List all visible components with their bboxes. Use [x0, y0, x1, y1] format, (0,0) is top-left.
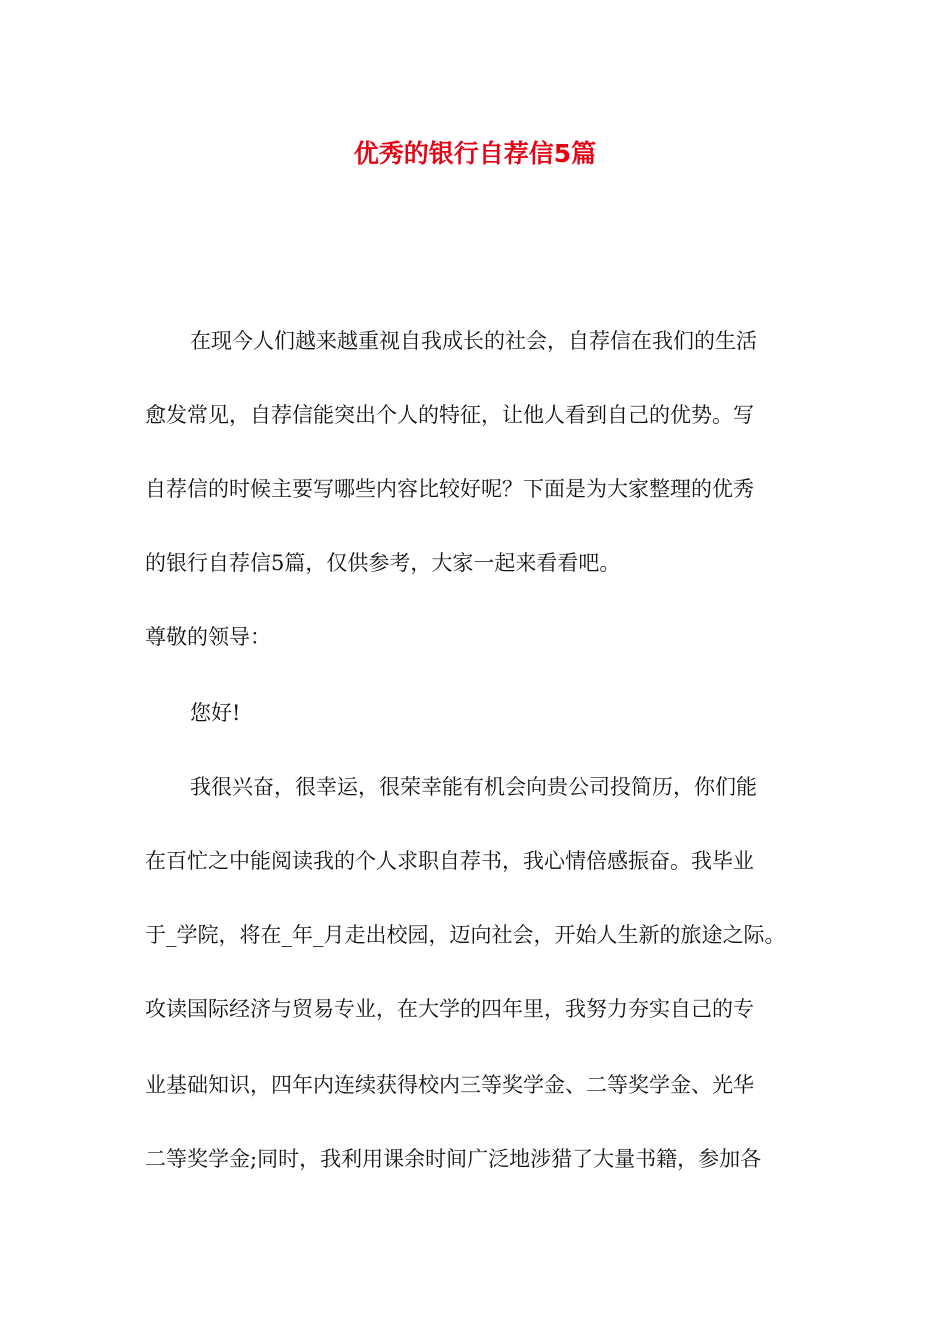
paragraph-line: 在百忙之中能阅读我的个人求职自荐书，我心情倍感振奋。我毕业 [145, 849, 754, 873]
paragraph-line: 攻读国际经济与贸易专业，在大学的四年里，我努力夯实自己的专 [145, 997, 754, 1021]
paragraph-line: 的银行自荐信5篇，仅供参考，大家一起来看看吧。 [145, 551, 621, 575]
paragraph-line: 自荐信的时候主要写哪些内容比较好呢？下面是为大家整理的优秀 [145, 477, 754, 501]
greeting-line: 您好! [190, 701, 241, 725]
paragraph-line: 二等奖学金;同时，我利用课余时间广泛地涉猎了大量书籍，参加各 [145, 1147, 762, 1171]
salutation-line: 尊敬的领导： [145, 625, 271, 649]
paragraph-line: 在现今人们越来越重视自我成长的社会，自荐信在我们的生活 [190, 329, 757, 353]
paragraph-line: 业基础知识，四年内连续获得校内三等奖学金、二等奖学金、光华 [145, 1073, 754, 1097]
document-title: 优秀的银行自荐信5篇 [353, 139, 597, 168]
paragraph-line: 于_学院，将在_年_月走出校园，迈向社会，开始人生新的旅途之际。 [145, 923, 786, 947]
paragraph-line: 我很兴奋，很幸运，很荣幸能有机会向贵公司投简历，你们能 [190, 775, 757, 799]
paragraph-line: 愈发常见，自荐信能突出个人的特征，让他人看到自己的优势。写 [145, 403, 754, 427]
